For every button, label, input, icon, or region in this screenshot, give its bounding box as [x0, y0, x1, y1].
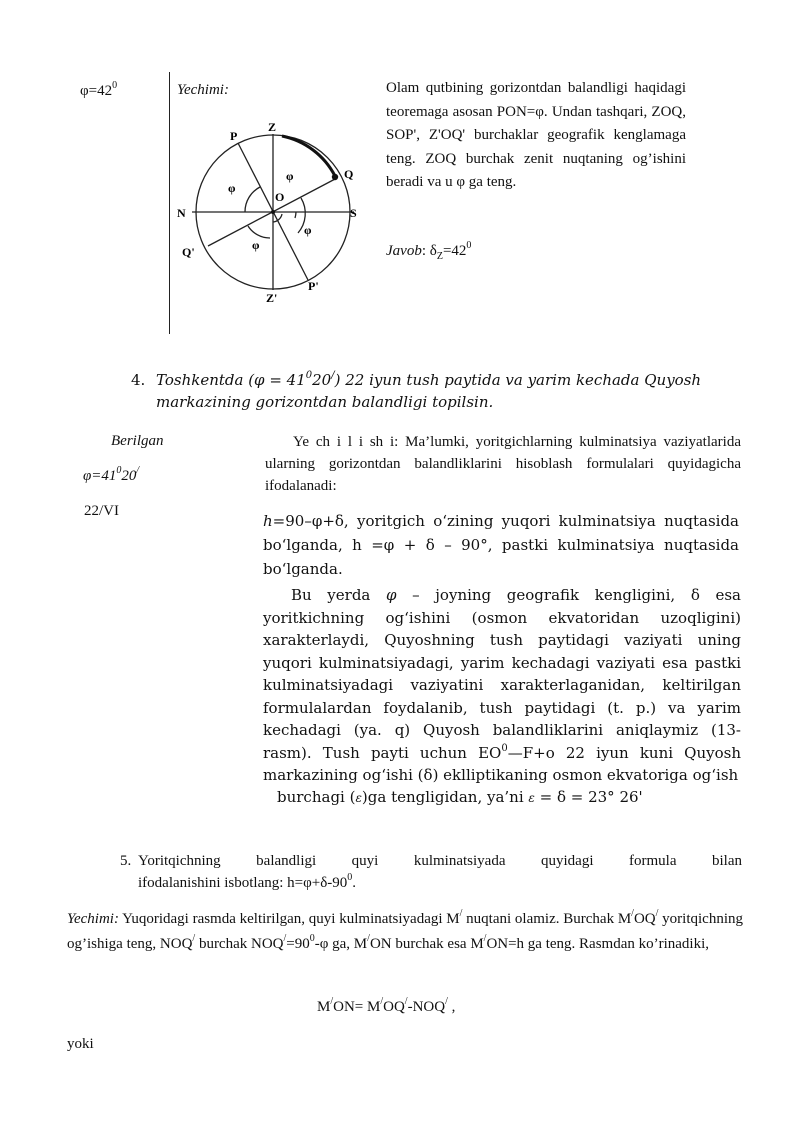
solution-paragraph-1: Ye ch i l i sh i: Ma’lumki, yoritgichlarning kulminatsiya vaziyatlarida ularning gorizontdan balandliklarini hisoblash formulalari quyidagicha ifodalanadi: [265, 434, 741, 494]
center-point [271, 210, 275, 214]
problem4-number: 4. [131, 371, 146, 389]
label-phi-3: φ [252, 238, 260, 252]
given-latitude: $\varphi=41^020^/$ [83, 465, 140, 484]
label-phi-4: φ [304, 223, 312, 237]
example3-text: Olam qutbining gorizontdan balandligi haqidagi teoremaga asosan PON=φ. Undan tashqari, ZOQ, SOP', Z'OQ' burchaklar geografik kenglamaga teng. ZOQ burchak zenit nuqtaning og’ishini beradi va u φ ga teng. [386, 80, 686, 190]
label-p: P [230, 129, 238, 143]
label-z-prime: Z' [266, 291, 278, 305]
label-phi-2: φ [228, 181, 236, 195]
label-q: Q [344, 167, 354, 181]
given-phi: $\varphi=42^0$ [80, 80, 118, 99]
given-label: Berilgan [111, 433, 164, 449]
solution-paragraph-3: Bu yerda φ – joyning geografik kengligini, δ esa yoritkichning og‘ishini (osmon ekvatoridan uzoqligini) xarakterlaydi, Quyoshning tush paytidagi vaziyati uning yuqori kulminatsiyadagi, yarim kechadagi vaziyati esa pastki kulminatsiyadagi vaziyatini xarakterlaganidan, keltirilgan formulalardan foydalanib, tush paytidagi (t. p.) va yarim kechadagi (ya. q) Quyosh balandliklarini aniqlaymiz (13-rasm). Tush payti uchun $EO^0—F+o$ 22 iyun kuni Quyosh markazining og‘ishi (δ) eklliptikaning osmon ekvatoriga og‘ish [263, 586, 741, 784]
problem4-statement: Toshkentda $(\varphi = 41^020^/)$ 22 iyun tush paytida va yarim kechada Quyosh markazining gorizontdan balandligi topilsin. [156, 370, 702, 411]
yoki-text: yoki [67, 1036, 94, 1052]
answer-line: Javob: $\delta_Z=42^0$ [386, 240, 472, 262]
celestial-sphere-figure [170, 110, 380, 320]
solution-paragraph-4: burchagi (ε)ga tengligidan, ya’ni ε = δ = 23° 26' [277, 788, 643, 806]
label-s: S [350, 206, 357, 220]
label-p-prime: P' [308, 279, 319, 293]
problem5-statement: Yoritqichning balandligi quyi kulminatsiyada quyidagi formula bilan ifodalanishini isbotlang: $h=\varphi+\delta-90^0$. [138, 853, 742, 891]
problem5-solution: Yechimi: Yuqoridagi rasmda keltirilgan, quyi kulminatsiyadagi M/ nuqtani olamiz. Burchak M/OQ/ yoritqichning og’ishiga teng, NOQ/ burchak $NOQ^/=90^0-\varphi$ ga, M/ON burchak esa M/ON=h ga teng. Rasmdan ko’rinadiki, [67, 908, 743, 952]
solution-label: Yechimi: [177, 82, 229, 98]
given-date: 22/VI [84, 503, 119, 519]
angle-arc-soq [295, 212, 296, 218]
formula-line: M/ON= M/OQ/-NOQ/ , [317, 996, 456, 1015]
label-z: Z [268, 120, 277, 134]
angle-arc-bottom [248, 226, 270, 238]
solution-paragraph-2: h=90–φ+δ, yoritgich o‘zining yuqori kulminatsiya nuqtasida bo‘lganda, h =φ + δ – 90°, pastki kulminatsiya nuqtasida bo‘lganda. [263, 512, 739, 578]
label-q-prime: Q' [182, 245, 195, 259]
problem5-number: 5. [120, 853, 132, 869]
label-n: N [177, 206, 186, 220]
label-o: O [275, 190, 285, 204]
star-point [332, 174, 338, 180]
label-phi-1: φ [286, 169, 294, 183]
angle-arc-pon [245, 187, 260, 212]
